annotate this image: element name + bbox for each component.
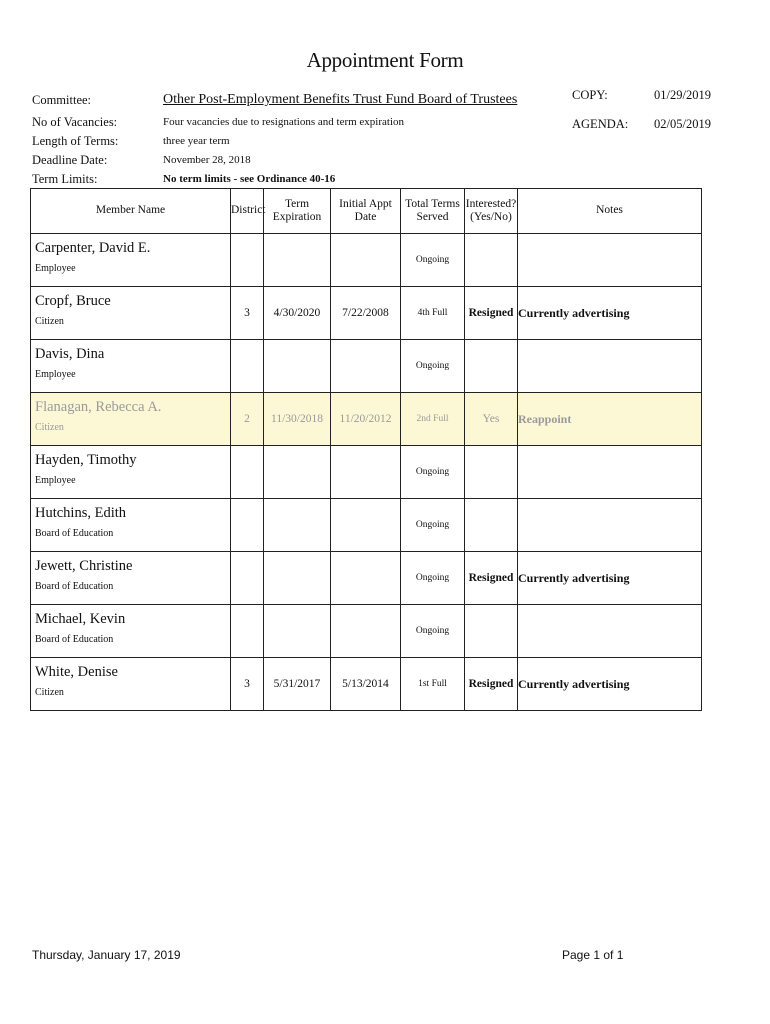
notes-cell (518, 499, 702, 552)
member-group: Citizen (35, 316, 64, 327)
length-value: three year term (163, 135, 230, 147)
district-cell (231, 446, 264, 499)
district-cell: 3 (231, 658, 264, 711)
term-expiration-cell: 11/30/2018 (264, 393, 331, 446)
header-term-expiration: Term Expiration (264, 189, 331, 234)
term-limits-value: No term limits - see Ordinance 40-16 (163, 173, 336, 185)
interested-cell (465, 605, 518, 658)
member-group: Citizen (35, 422, 64, 433)
member-name: Jewett, Christine (35, 558, 133, 574)
agenda-date: 02/05/2019 (654, 117, 711, 131)
member-name: Hutchins, Edith (35, 505, 127, 521)
table-row (31, 234, 702, 287)
copy-label: COPY: (572, 88, 608, 102)
term-expiration-cell (264, 499, 331, 552)
member-name: Hayden, Timothy (35, 452, 137, 468)
interested-cell: Resigned (465, 287, 518, 340)
initial-appt-cell (331, 499, 401, 552)
vacancies-value: Four vacancies due to resignations and term expiration (163, 116, 405, 128)
term-expiration-cell: 4/30/2020 (264, 287, 331, 340)
notes-cell: Currently advertising (518, 658, 702, 711)
district-cell: 3 (231, 287, 264, 340)
notes-cell (518, 605, 702, 658)
header-initial-appt-date: Initial Appt Date (331, 189, 401, 234)
interested-cell (465, 499, 518, 552)
vacancies-label: No of Vacancies: (32, 115, 118, 129)
member-group: Employee (35, 369, 76, 380)
term-limits-label: Term Limits: (32, 172, 98, 186)
term-expiration-cell (264, 605, 331, 658)
initial-appt-cell (331, 446, 401, 499)
member-table (30, 188, 702, 711)
page-title: Appointment Form (306, 48, 464, 72)
district-cell (231, 552, 264, 605)
member-cell (31, 234, 231, 287)
total-terms-cell: 4th Full (401, 287, 465, 340)
total-terms-cell: Ongoing (401, 340, 465, 393)
member-group: Board of Education (35, 581, 114, 592)
member-name: Michael, Kevin (35, 611, 126, 627)
member-cell (31, 499, 231, 552)
header-total-terms: Total Terms Served (401, 189, 465, 234)
length-label: Length of Terms: (32, 134, 119, 148)
district-cell (231, 234, 264, 287)
table-row-highlighted (31, 393, 702, 446)
term-expiration-cell (264, 552, 331, 605)
term-expiration-cell (264, 446, 331, 499)
member-cell (31, 340, 231, 393)
total-terms-cell: Ongoing (401, 446, 465, 499)
interested-cell (465, 234, 518, 287)
interested-cell (465, 446, 518, 499)
term-expiration-cell: 5/31/2017 (264, 658, 331, 711)
member-group: Employee (35, 263, 76, 274)
deadline-label: Deadline Date: (32, 153, 108, 167)
interested-cell: Resigned (465, 552, 518, 605)
deadline-value: November 28, 2018 (163, 154, 251, 166)
header-interested: Interested? (Yes/No) (465, 189, 518, 234)
member-name: Davis, Dina (35, 346, 105, 362)
table-header-row (31, 189, 702, 234)
initial-appt-cell (331, 605, 401, 658)
total-terms-cell: 1st Full (401, 658, 465, 711)
district-cell: 2 (231, 393, 264, 446)
table-row (31, 287, 702, 340)
district-cell (231, 499, 264, 552)
initial-appt-cell (331, 552, 401, 605)
member-group: Citizen (35, 687, 64, 698)
total-terms-cell: Ongoing (401, 234, 465, 287)
committee-label: Committee: (32, 93, 92, 107)
member-name: Flanagan, Rebecca A. (35, 399, 162, 415)
header-district: District (231, 189, 264, 234)
district-cell (231, 340, 264, 393)
total-terms-cell: 2nd Full (401, 393, 465, 446)
term-expiration-cell (264, 234, 331, 287)
term-expiration-cell (264, 340, 331, 393)
member-cell (31, 605, 231, 658)
interested-cell: Yes (465, 393, 518, 446)
initial-appt-cell (331, 340, 401, 393)
table-row (31, 552, 702, 605)
total-terms-cell: Ongoing (401, 605, 465, 658)
notes-cell: Currently advertising (518, 552, 702, 605)
notes-cell (518, 446, 702, 499)
member-group: Board of Education (35, 634, 114, 645)
member-cell (31, 446, 231, 499)
footer-page-number: Page 1 of 1 (562, 948, 624, 962)
agenda-label: AGENDA: (572, 117, 629, 131)
copy-date: 01/29/2019 (654, 88, 711, 102)
initial-appt-cell (331, 234, 401, 287)
member-cell (31, 393, 231, 446)
committee-value: Other Post-Employment Benefits Trust Fund Board of Trustees (163, 92, 518, 107)
interested-cell: Resigned (465, 658, 518, 711)
table-row (31, 340, 702, 393)
header-notes: Notes (518, 189, 702, 234)
initial-appt-cell: 5/13/2014 (331, 658, 401, 711)
table-row (31, 499, 702, 552)
member-name: Carpenter, David E. (35, 240, 151, 256)
member-cell (31, 552, 231, 605)
member-group: Employee (35, 475, 76, 486)
initial-appt-cell: 11/20/2012 (331, 393, 401, 446)
total-terms-cell: Ongoing (401, 499, 465, 552)
notes-cell: Currently advertising (518, 287, 702, 340)
district-cell (231, 605, 264, 658)
table-row (31, 605, 702, 658)
table-row (31, 446, 702, 499)
member-cell (31, 287, 231, 340)
member-group: Board of Education (35, 528, 114, 539)
notes-cell: Reappoint (518, 393, 702, 446)
header-member-name: Member Name (31, 189, 231, 234)
table-row (31, 658, 702, 711)
total-terms-cell: Ongoing (401, 552, 465, 605)
interested-cell (465, 340, 518, 393)
member-name: White, Denise (35, 664, 118, 680)
notes-cell (518, 340, 702, 393)
initial-appt-cell: 7/22/2008 (331, 287, 401, 340)
member-cell (31, 658, 231, 711)
footer-date: Thursday, January 17, 2019 (32, 948, 181, 962)
member-name: Cropf, Bruce (35, 293, 111, 309)
notes-cell (518, 234, 702, 287)
